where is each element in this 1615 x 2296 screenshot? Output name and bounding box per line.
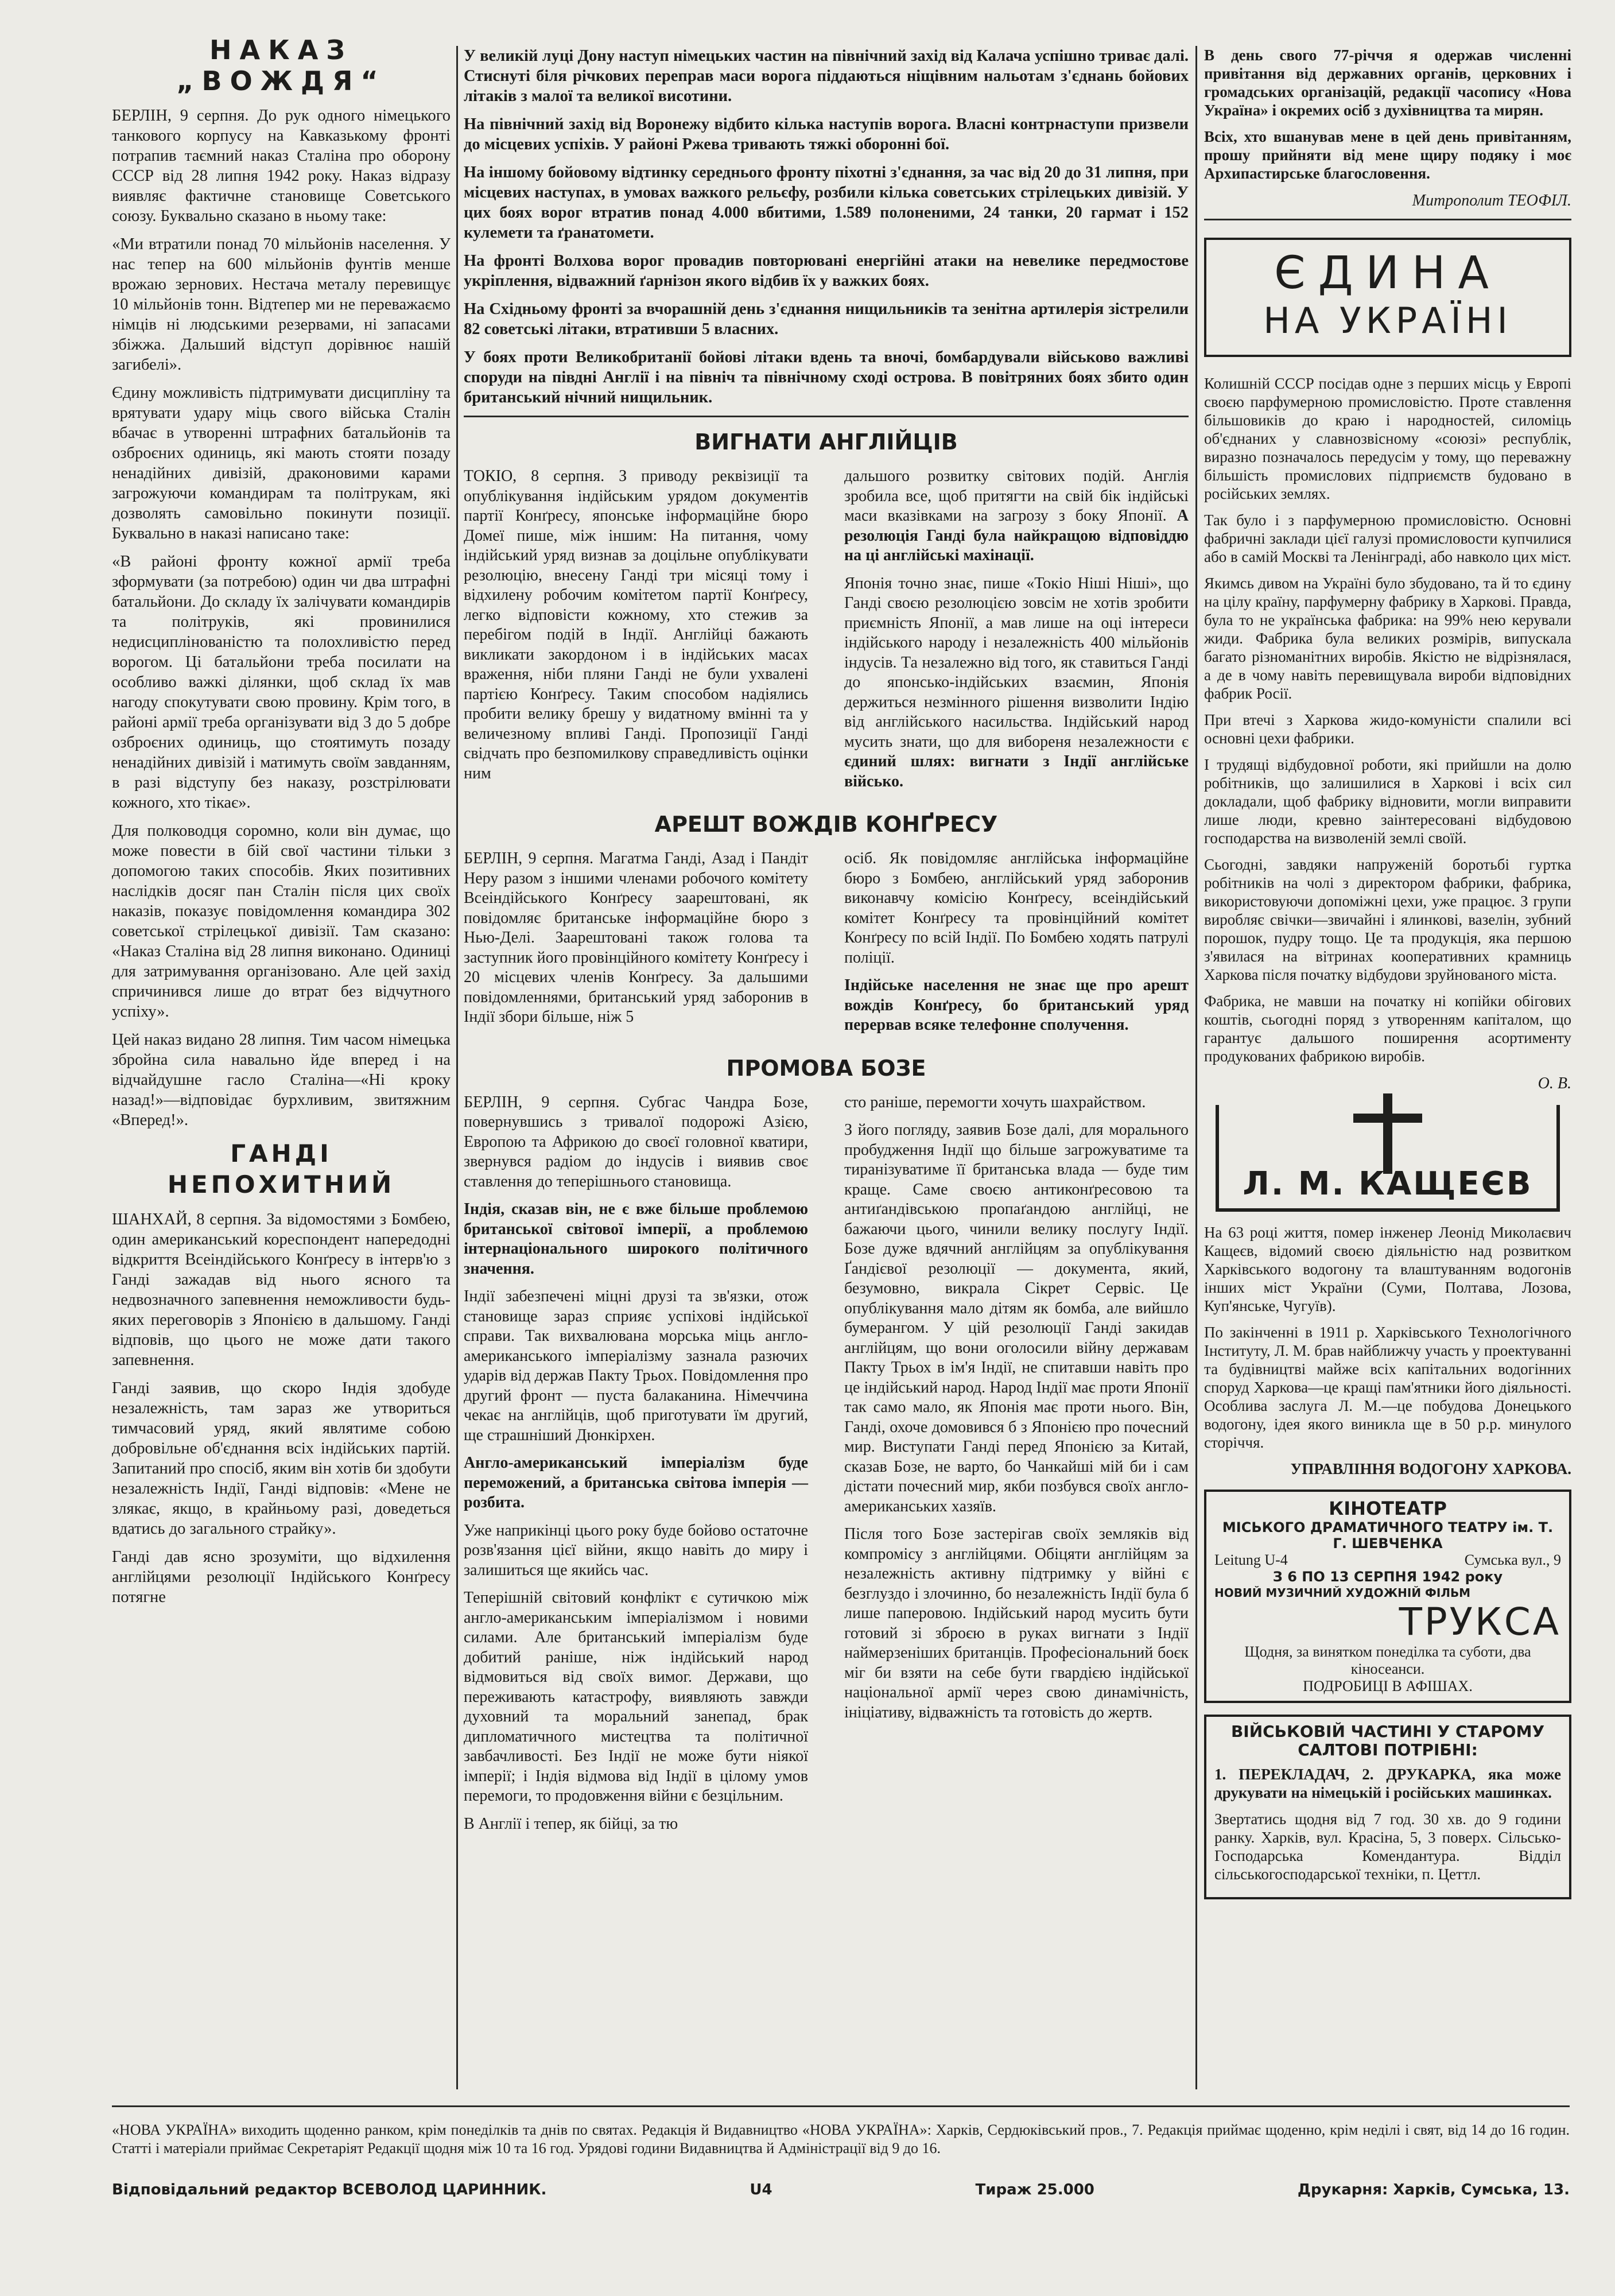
paragraph: Теперішній світовий конфлікт є сутичкою між англо-американським імперіалізмом і новими силами. Але британський імперіалізм буде добитий раніше, ніж індійський народ відмовиться від своїх вимог. Держави, що переживають катастрофу, виявляють завжди духовний та моральний занепад, брак дипломатичного мистецтва та політичної завбачливості. Без Індії не може бути ніякої імперії; і Індія відмова від Індії в цілому умов перемоги, то продовження війни є безцільним. bbox=[464, 1589, 808, 1805]
paragraph: Цей наказ видано 28 липня. Тим часом німецька збройна сила навально йде вперед і на відчайдушне гасло Сталіна—«Ні кроку назад!»—відповідає бурхливим, звитяжним «Вперед!». bbox=[112, 1031, 451, 1129]
obituary-name: Л. М. КАЩЕЄВ bbox=[1243, 1165, 1533, 1203]
paragraph: Сьогодні, завдяки напруженій боротьбі гуртка робітників на чолі з директором фабрики, фабрика, використовуючи допоміжні цехи, уже працює. З групи виробляє свічки—звичайні і ялинкові, вазелін, зубний порошок, пудру тощо. Це та продукція, яка першою з'явилася на вітринах кооперативних крамниць Харкова після початку відбудови зруйнованого міста. bbox=[1204, 856, 1571, 983]
footer-printer: Друкарня: Харків, Сумська, 13. bbox=[1297, 2181, 1570, 2198]
paragraph: дальшого розвитку світових подій. Англія зробила все, щоб притягти на свій бік індійські маси вказівками на загрозу з боку Японії. bbox=[844, 467, 1189, 525]
cinema-film-type: НОВИЙ МУЗИЧНИЙ ХУДОЖНІЙ ФІЛЬМ bbox=[1214, 1586, 1471, 1600]
paragraph-bold: Індія, сказав він, не є вже більше проблемою британської світової імперії, а проблемою інтернаціонального широкого політичного значення. bbox=[464, 1200, 808, 1278]
headline-box-only-one bbox=[1204, 238, 1571, 357]
paragraph: Якимсь дивом на Україні було збудовано, та й то єдину на цілу країну, парфумерну фабрику в Харкові. Правда, була то не українська фабрика: на 99% нею керували жиди. Фабрика була великих розмірів, випускала багато різноманітних виробів. Якістю не відрізнялася, а де в чому навіть перевищувала вироби відповідних фабрик Росії. bbox=[1204, 575, 1571, 702]
front-report: На Східньому фронті за вчорашній день з'єднання нищильників та зенітна артилерія зістрелили 82 советські літаки, втративши 5 власних. bbox=[464, 300, 1189, 338]
footer-bar bbox=[112, 2181, 1570, 2198]
headline-word: ЄДИНА bbox=[1274, 247, 1501, 299]
signature: Митрополит ТЕОФІЛ. bbox=[1412, 192, 1571, 210]
column-divider bbox=[456, 46, 458, 2089]
paragraph: По закінченні в 1911 р. Харківського Технологічного Інституту, Л. М. брав найближчу участь у проектуванні та будівництві майже всіх капітальних водогінних споруд Харкова—це кращі пам'ятники його діяльності. Особлива заслуга Л. М.—це побудова Донецького водогону, ідея якого виникла ще в 50 р.р. минулого сторіччя. bbox=[1204, 1324, 1571, 1451]
column-right bbox=[1204, 46, 1571, 2095]
headline-word: НА УКРАЇНІ bbox=[1263, 300, 1512, 342]
paragraph: БЕРЛІН, 9 серпня. Магатма Ганді, Азад і Пандіт Неру разом з іншими членами робочого комітету Всеіндійського Конґресу заарештовані, як повідомляє британське інформаційне бюро з Нью-Делі. Заарештовані також голова та заступник його провінційного комітету Конґресу і 20 місцевих членів Конґресу. За дальшими повідомленнями, британський уряд заборонив в Індії збори більше, ніж 5 bbox=[464, 850, 808, 1026]
paragraph: сто раніше, перемогти хочуть шахрайством. bbox=[844, 1093, 1146, 1111]
headline-arrest: АРЕШТ ВОЖДІВ КОНҐРЕСУ bbox=[654, 812, 998, 837]
paragraph: Після того Бозе застерігав своїх земляків від компромісу з англійцями. Обіцяти англійцям за незалежність активну підтримку у війні є безглуздо і злочинно, бо незалежність Індії була б лише паперовою. Індійський народ мусить бути готовий зі зброєю в руках вигнати з Індії наймерзеніших британців. Професіональний боєк міг би взяти на себе бути гвардією індійської національної армії через свою динамічність, ініціативу, відважність та готовість до жертв. bbox=[844, 1525, 1189, 1721]
article-arrest bbox=[464, 849, 1189, 1044]
thanks-note: Всіх, хто вшанував мене в цей день привітанням, прошу прийняти від мене щиру подяку і моє Архипастирське благословення. bbox=[1204, 128, 1571, 182]
paragraph: Так було і з парфумерною промисловістю. Основні фабричні заклади цієї галузі промисловости купчилися або в самій Москві та Ленінграді, або навколо цих міст. bbox=[1204, 511, 1571, 565]
column-divider bbox=[1195, 46, 1197, 2089]
paragraph: БЕРЛІН, 9 серпня. Субгас Чандра Бозе, повернувшись з тривалої подорожі Азією, Европою та Африкою до своєї головної кватири, звернувся радіом до індусів і виявив своє ставлення до теперішнього становища. bbox=[464, 1093, 808, 1190]
paragraph: Ганді заявив, що скоро Індія здобуде незалежність, там зараз же утвориться тимчасовий уряд, який являтиме собою добровільне об'єднання всіх індійських партій. Запитаний про спосіб, яким він хотів би здобути незалежність Індії, Ганді відповів: «Мене не злякає, якщо, в крайньому разі, доведеться вдатись до загального страйку». bbox=[112, 1379, 451, 1538]
paragraph: На 63 році життя, помер інженер Леонід Миколаєвич Кащеєв, відомий своєю діяльністю над розвитком Харківського водогону та влаштуванням водогонів інших міст України (Суми, Полтава, Лозова, Куп'янське, Чугуїв). bbox=[1204, 1224, 1571, 1314]
paragraph: ШАНХАЙ, 8 серпня. За відомостями з Бомбею, один американський кореспондент напередодні відкриття Всеіндійського Конґресу в інтерв'ю з Ганді зажадав від нього ясного та недвозначного запевнення неможливости будь-яких переговорів з Японією в дальшому. Ганді відповів, що цього не може дати такого запевнення. bbox=[112, 1211, 451, 1369]
cinema-more: ПОДРОБИЦІ В АФІШАХ. bbox=[1303, 1678, 1473, 1694]
paragraph: Уже наприкінці цього року буде бойово остаточне розв'язання цієї війни, якщо навіть до миру і залишиться ще якийсь час. bbox=[464, 1521, 808, 1579]
paragraph: Фабрика, не мавши на початку ні копійки обігових коштів, сьогодні поряд з утворенням капіталом, що гарантує дальшого поширення асортименту продукованих фабрикою виробів. bbox=[1204, 992, 1571, 1065]
footer-imprint: «НОВА УКРАЇНА» виходить щоденно ранком, крім понеділків та днів по святах. Редакція й Видавництво «НОВА УКРАЇНА»: Харків, Сердюківський пров., 7. Редакція приймає щоденно, крім неділі і свят, від 14 до 16 годин. Статті і матеріали приймає Секретаріят Редакції щодня між 10 та 16 год. Урядові години Видавництва й Адміністрації від 9 до 16. bbox=[112, 2122, 1570, 2157]
column-center bbox=[464, 46, 1189, 2095]
front-report: На іншому бойовому відтинку середнього фронту піхотні з'єднання, за час від 20 до 31 липня, при місцевих наступах, в умовах важкого рельєфу, розбили кілька советських стрілецьких дивізій. У цих боях ворог втратив понад 4.000 вбитими, 1.589 полоненими, 24 танки, 20 гармат і 152 кулемети та ґранатомети. bbox=[464, 164, 1189, 242]
paragraph: При втечі з Харкова жидо-комуністи спалили всі основні цехи фабрики. bbox=[1204, 711, 1571, 747]
paragraph: Колишній СССР посідав одне з перших місць у Европі своєю парфумерною промисловістю. Проте ставлення більшовиків до краю і народностей, силоміць об'єднаних у славнозвісному «союзі» республік, виразно позначалось передусім у тому, що переважну більшість промислових підприємств будовано в російських землях. bbox=[1204, 375, 1571, 502]
military-ad-body: 1. ПЕРЕКЛАДАЧ, 2. ДРУКАРКА, яка може друкувати на німецькій і російських машинках. bbox=[1214, 1766, 1561, 1801]
paragraph: Ганді дав ясно зрозуміти, що відхилення англійцями резолюції Індійського Конґресу потягне bbox=[112, 1548, 451, 1606]
front-report: У великій луці Дону наступ німецьких частин на північний захід від Калача успішно триває далі. Стиснуті біля річкових переправ маси ворога піддаються ніщівним нальотам з'єднань бойових літаків з малої та великої висотини. bbox=[464, 47, 1189, 105]
obituary-box bbox=[1216, 1105, 1560, 1212]
paragraph: «Ми втратили понад 70 мільйонів населення. У нас тепер на 600 мільйонів фунтів менше врожаю зернових. Нестача металу перевищує 10 мільйонів тонн. Відтепер ми не переважаємо німців ні людськими резервами, ні запасами збіжжа. Дальший відступ дорівнює нашій загибелі». bbox=[112, 235, 451, 374]
paragraph: «В районі фронту кожної армії треба зформувати (за потребою) один чи два штрафні батальйони. До складу їх залічувати командирів та політруків, які провинилися недисциплінованістю та полохливістю перед ворогом. Ці батальйони треба посилати на особливо важкі ділянки, щоб склад їх мав нагоду спокутувати свою провину. Крім того, в районі армії треба організувати від 3 до 5 добре озброєних одиниць, що стоятимуть позаду ненадійних дивізій і матимуть своїм завданням, в разі відступу без наказу, розстрілювати кожного, хто тікає». bbox=[112, 553, 451, 812]
column-left bbox=[112, 34, 451, 2095]
thanks-note: В день свого 77-річчя я одержав численні привітання від державних органів, церковних і громадських організацій, редакції часопису «Нова Україна» і окремих осіб з духівництва та мирян. bbox=[1204, 46, 1571, 119]
cinema-dates: З 6 ПО 13 СЕРПНЯ 1942 року bbox=[1272, 1569, 1503, 1585]
signature: О. В. bbox=[1538, 1075, 1571, 1092]
cinema-ad bbox=[1204, 1490, 1571, 1703]
paragraph-bold: Англо-американський імперіалізм буде переможений, а британська світова імперія — розбита. bbox=[464, 1454, 808, 1511]
cinema-info: Щодня, за винятком понеділка та суботи, два кіносеанси. bbox=[1244, 1643, 1531, 1677]
article-expel-british bbox=[464, 467, 1189, 800]
paragraph: І трудящі відбудовної роботи, які прийшли на долю робітників, що залишилися в Харкові і всіх сил докладали, щоб фабрику відновити, могли виправити лише люди, кревно заінтересовані відбудовою господарства на визволеній землі своїй. bbox=[1204, 756, 1571, 847]
footer-circulation: Тираж 25.000 bbox=[975, 2181, 1094, 2198]
cinema-leitung: Leitung U-4 bbox=[1214, 1552, 1288, 1568]
paragraph: БЕРЛІН, 9 серпня. До рук одного німецького танкового корпусу на Кавказькому фронті потрапив таємний наказ Сталіна про оборону СССР від 28 липня 1942 року. Наказ відразу виявляє фактичне становище Советського союзу. Буквально сказано в ньому таке: bbox=[112, 107, 451, 225]
cross-icon bbox=[1353, 1093, 1422, 1174]
headline-expel-british: ВИГНАТИ АНГЛІЙЦІВ bbox=[694, 429, 958, 455]
paragraph-bold: А резолюція Ганді була найкращою відповіддю на ці англійські махінації. bbox=[844, 507, 1189, 564]
paragraph: Для полководця соромно, коли він думає, що може повести в бій свої частини тільки з допомогою таких способів. Яких позитивних наслідків досяг пан Сталін після цих своїх наказів, показує повідомлення командира 302 советської стрілецької дивізії. Там сказано: «Наказ Сталіна від 28 липня виконано. Одиниці для затримування організовано. Але цей захід спричинився лише до втрат без відчутного успіху». bbox=[112, 822, 451, 1021]
paragraph: З його погляду, заявив Бозе далі, для морального пробудження Індії що більше загрожуватиме та тиранізуватиме її британська влада — буде тим краще. Саме своєю антиконґресовою та антиґандівською пропаґандою англійці, не бажаючи цього, чинили велику послугу Індії. Бозе дуже вдячний англійцям за опублікування Ґандієвої резолюції — документа, який, безумовно, викрала Сікрет Сервіс. Це опублікування мало дітям як бомба, але вийшло бумерангом. У цій резолюції Ганді закидав англійцям, що вони оголосили війну державам Пакту Трьох в ім'я Індії, не спитавши навіть про це індійський народ. Народ Індії має проти Японії так само мало, як Японія має проти нього. Він, Ганді, охоче домовився б з Японією про почесний мир. Виступати Ганді перед Японією за Китай, сказав Бозе, не варто, бо Чанкайші мій би і сам дістати почесний мир, якби позбувся своїх англо-американських хазяїв. bbox=[844, 1121, 1189, 1515]
cinema-film-title: ТРУКСА bbox=[1399, 1600, 1561, 1644]
headline-bose-speech: ПРОМОВА БОЗЕ bbox=[726, 1055, 926, 1081]
military-ad-title: ВІЙСЬКОВІЙ ЧАСТИНІ У СТАРОМУ САЛТОВІ ПОТРІБНІ: bbox=[1230, 1722, 1545, 1759]
paragraph-bold: єдиний шлях: вигнати з Індії англійське військо. bbox=[844, 753, 1189, 790]
divider bbox=[464, 416, 1189, 417]
divider bbox=[1204, 219, 1571, 220]
military-ad bbox=[1204, 1715, 1571, 1899]
cinema-subtitle: МІСЬКОГО ДРАМАТИЧНОГО ТЕАТРУ ім. Т. Г. ШЕВЧЕНКА bbox=[1222, 1519, 1554, 1552]
paragraph: Японія точно знає, пише «Токіо Ніші Ніші», що Ганді своєю резолюцією зовсім не хотів зробити приємність Японії, а мав лише на оці інтереси індійського народу і незалежність 400 мільйонів індусів. Та незалежно від того, як ставиться Ганді до японсько-індійських взаємин, Японія держиться незмінного рішення визволити Індію від англійського насильства. Індійський народ мусить знати, що для вибореня незалежности є bbox=[844, 574, 1189, 751]
footer-code: U4 bbox=[750, 2181, 772, 2198]
footer-editor: Відповідальний редактор ВСЕВОЛОД ЦАРИННИК. bbox=[112, 2181, 547, 2198]
cinema-address: Сумська вул., 9 bbox=[1464, 1552, 1561, 1568]
article-title-gandhi: ГАНДІ НЕПОХИТНИЙ bbox=[167, 1139, 395, 1199]
paragraph: Індії забезпечені міцні друзі та зв'язки, отож становище зараз сприяє успіхові індійської справи. Так вихвалювана морська міць англо-американського імперіалізму зазнала разючих ударів від держав Пакту Трьох. Повідомлення про другий фронт — пуста балаканина. Німеччина чекає на англійців, щоб приготувати їм другий, ще страшніший Дюнкірхен. bbox=[464, 1287, 808, 1444]
front-report: На північний захід від Воронежу відбито кілька наступів ворога. Власні контрнаступи призвели до місцевих успіхів. У районі Ржева тривають тяжкі оборонні бої. bbox=[464, 115, 1189, 153]
footer-rule bbox=[112, 2105, 1570, 2107]
paragraph: осіб. Як повідомляє англійська інформаційне бюро з Бомбею, англійський уряд заборонив виконавчу комісію Конґресу, всеіндійський комітет Конґресу та провінційний комітет Конґресу по всій Індії. По Бомбею ходять патрулі поліції. bbox=[844, 850, 1189, 967]
front-report: У боях проти Великобританії бойові літаки вдень та вночі, бомбардували військово важливі споруди на півдні Англії і на північ та північному сході острова. В повітряних боях збито один британський нічний нищильник. bbox=[464, 348, 1189, 406]
paragraph: ТОКІО, 8 серпня. З приводу реквізиції та опублікування індійським урядом документів партії Конґресу, японське інформаційне бюро Домеї пише, між іншим: На питання, чому індійський уряд визнав за доцільне опублікувати резолюцію, внесену Ганді три місяці тому і відхилену робочим комітетом партії Конґресу, легко відповісти кожному, хто стежив за перебігом подій в Індії. Англійці бажають викликати закордоном і в індійських масах враження, ніби пляни Ганді не були ухвалені партією Конґресу. Таким способом надіялись пробити велику брешу у видатному вмінні та у величезному впливі Ганді. Пропозиції Ганді свідчать про безпомилкову справедливість оцінки ним bbox=[464, 467, 808, 782]
article-bose-speech bbox=[464, 1093, 1189, 1843]
article-title-order: НАКАЗ „ВОЖДЯ“ bbox=[176, 34, 386, 96]
paragraph-bold: Індійське населення не знає ще про арешт вождів Конґресу, бо британський уряд перервав всяке телефонне сполучення. bbox=[844, 976, 1189, 1034]
military-ad-info: Звертатись щодня від 7 год. 30 хв. до 9 години ранку. Харків, вул. Красіна, 5, 3 поверх. Сільсько-Господарська Комендантура. Відділ сільськогосподарської техніки, п. Цеттл. bbox=[1214, 1810, 1561, 1883]
paragraph: Єдину можливість підтримувати дисципліну та врятувати удару міць свого війська Сталін вбачає в утворенні штрафних батальйонів та озброєних одиниць, які мають стояти позаду ненадійних дивізій, драконовими карами загрожуючи командирам та політрукам, які дозволять самовільно покинути позиції. Буквально в наказі написано таке: bbox=[112, 384, 451, 542]
paragraph: В Англії і тепер, як бійці, за тю bbox=[464, 1814, 678, 1833]
front-report: На фронті Волхова ворог провадив повторювані енергійні атаки на невелике передмостове укріплення, відважний ґарнізон якого відбив їх у важких боях. bbox=[464, 252, 1189, 290]
cinema-title: КІНОТЕАТР bbox=[1329, 1498, 1447, 1519]
obituary-signature: УПРАВЛІННЯ ВОДОГОНУ ХАРКОВА. bbox=[1290, 1460, 1571, 1477]
